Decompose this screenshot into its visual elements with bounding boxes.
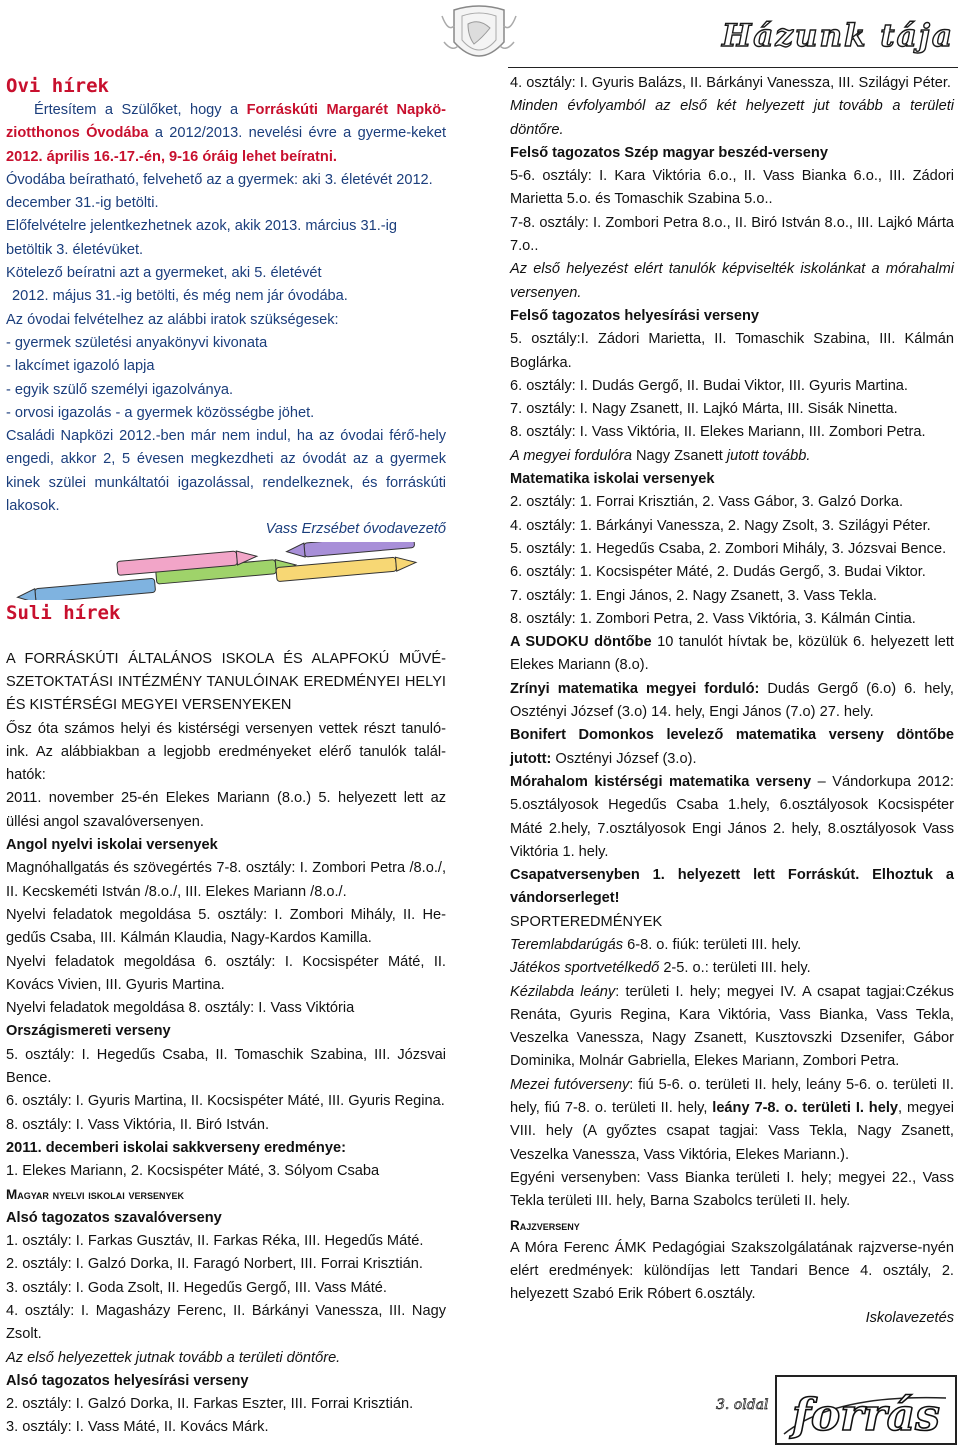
page-number: 3. oldal [716,1397,769,1413]
ovi-line-1: Óvodába beíratható, felvehető az a gyermek: aki 3. életévét 2012. december 31.-ig betölti. [6,171,433,212]
orszag-result: 8. osztály: I. Vass Viktória, II. Biró István. [6,1116,270,1133]
magyar-heading: Magyar nyelvi iskolai versenyek [6,1187,185,1203]
matek-result: 4. osztály: 1. Bárkányi Vanessza, 2. Nagy Zsolt, 3. Szilágyi Péter. [510,517,931,534]
sudoku-text: 10 tanulót hívtak be, közülük 6. helyezett lett Elekes Mariann (8.o). [510,634,954,674]
also-szavalo-result: 1. osztály: I. Farkas Gusztáv, II. Farkas Réka, III. Hegedűs Máté. [6,1233,424,1250]
suli-november: 2011. november 25-én Elekes Mariann (8.o.) 5. helyezett lett az üllési angol szavalóversenyen. [6,790,446,830]
felso-szep-result: 7-8. osztály: I. Zombori Petra 8.o., II. Biró István 8.o., III. Lajkó Márta 7.o.. [510,214,954,255]
angol-result: Nyelvi feladatok megoldása 6. osztály: I. Kocsispéter Máté, II. Kovács Vivien, III. Gyuris Martina. [6,953,446,993]
kezilabda-text: : területi I. hely; megyei IV. A csapat tagjai:Czékus Renáta, Gyuris Regina, Kara Viktória, Vass Bianka, Vass Tekla, Veszelka Vanessza, Nagy Zsanett, Kusztovszki Dzsenifer, Gábor Dominika, Molnár Gabriella, Elekes Mariann, Zombori Petra. [510,983,954,1070]
cont-result: 4. osztály: I. Gyuris Balázs, II. Bárkányi Vanessza, III. Szilágyi Péter. [510,75,951,91]
crayons-divider-icon [6,542,446,600]
mezei-text-1: : fiú 5-6. o. területi II. hely, leány 5-6. o. területi II. hely, fiú 7-8. o. területi II. hely, [510,1076,954,1117]
sport-label: Játékos sportvetélkedő [510,960,660,977]
ovi-line-3: Kötelező beíratni azt a gyermeket, aki 5. életévét [6,265,322,282]
mezei-label: Mezei futóverseny [510,1076,630,1093]
ovi-intro [6,99,446,169]
felso-helyes-result: 5. osztály:I. Zádori Marietta, II. Tomaschik Szabina, III. Kálmán Boglárka. [510,331,954,371]
zrinyi-result [510,678,954,725]
right-column [510,0,954,1330]
zrinyi-label: Zrínyi matematika megyei forduló: [510,680,760,697]
angol-result: Nyelvi feladatok megoldása 5. osztály: I. Zombori Mihály, II. He-gedűs Csaba, III. Kálmán Klaudia, Nagy-Kardos Kamilla. [6,906,446,947]
sport-result [510,957,954,980]
suli-intro: Ősz óta számos helyi és kistérségi versenyen vettek részt tanuló-ink. Az alábbiakban a legjobb eredményeket elérő tanulók talál-hatók: [6,720,446,784]
matek-result: 8. osztály: 1. Zombori Petra, 2. Vass Viktória, 3. Kálmán Cintia. [510,610,916,627]
orszag-heading: Országismereti verseny [6,1023,171,1040]
ovi-line-2: Előfelvételre jelentkezhetnek azok, akik 2013. március 31.-ig betöltik 3. életévüket. [6,218,397,258]
felso-szep-result: 5-6. osztály: I. Kara Viktória 6.o., II. Vass Bianka 6.o., III. Zádori Marietta 5.o. és Tomaschik Szabina 5.o.. [510,168,954,208]
rajz-result: A Móra Ferenc ÁMK Pedagógiai Szakszolgálatának rajzverse-nyén elért eredmények: különdíjas lett Tandari Bence 4. osztály, 2. helyezett Szabó Erik Róbert 6.osztály. [510,1239,954,1303]
sport-label: Teremlabdarúgás [510,936,624,953]
megyei-note-a: A megyei fordulóra [510,447,632,464]
matek-heading: Matematika iskolai versenyek [510,471,715,488]
felso-helyes-result: 6. osztály: I. Dudás Gergő, II. Budai Viktor, III. Gyuris Martina. [510,377,908,394]
matek-result: 5. osztály: 1. Hegedűs Csaba, 2. Zombori Mihály, 3. Józsvai Bence. [510,540,947,557]
angol-result: Nyelvi feladatok megoldása 8. osztály: I. Vass Viktória [6,1000,355,1017]
angol-heading: Angol nyelvi iskolai versenyek [6,837,218,854]
bonifert-result [510,724,954,771]
orszag-result: 6. osztály: I. Gyuris Martina, II. Kocsispéter Máté, III. Gyuris Regina. [6,1093,445,1110]
mezei-text-2: , megyei VIII. hely (A győztes csapat tagjai: Vass Tekla, Nagy Zsanett, Veszelka Vanessza, Vass Viktória, Elekes Mariann.). [510,1100,954,1163]
felso-helyes-heading: Felső tagozatos helyesírási verseny [510,307,760,324]
also-helyes-result: 2. osztály: I. Galzó Dorka, II. Farkas Eszter, III. Forrai Krisztián. [6,1396,414,1413]
ovi-doc-item: - lakcímet igazoló lapja [6,358,155,375]
sakk-heading: 2011. decemberi iskolai sakkverseny eredménye: [6,1139,346,1156]
also-helyes-heading: Alsó tagozatos helyesírási verseny [6,1372,249,1389]
ovi-napkozi: Családi Napközi 2012.-ben már nem indul, ha az óvodai férő-hely engedi, akkor 2, 5 évesen megkezdheti az óvodát az a gyermek kinek szülei munkáltatói igazolással, rendelkeznek, és forráskúti lakosok. [6,428,446,515]
felso-helyes-result: 7. osztály: I. Nagy Zsanett, II. Lajkó Márta, III. Sisák Ninetta. [510,401,898,418]
sakk-result: 1. Elekes Mariann, 2. Kocsispéter Máté, 3. Sólyom Csaba [6,1163,380,1180]
megyei-note-b: Nagy Zsanett [631,447,727,464]
felso-szep-note: Az első helyezést elért tanulók képviselték iskolánkat a mórahalmi versenyen. [510,261,954,301]
ovi-signature: Vass Erzsébet óvodavezető [265,521,446,538]
sudoku-label: A SUDOKU döntőbe [510,634,652,651]
zrinyi-text: Dudás Gergő (6.o) 6. hely, Osztényi József (3.o) 14. hely, Engi János (7.o) 27. hely. [510,680,954,721]
suli-title: A FORRÁSKÚTI ÁLTALÁNOS ISKOLA ÉS ALAPFOKÚ MŰVÉ-SZETOKTATÁSI INTÉZMÉNY TANULÓINAK EREDMÉNYEI HELYI ÉS KISTÉRSÉGI MEGYEI VERSENYEKEN [6,650,446,714]
ovi-dates: 2012. április 16.-17.-én, 9-16 óráig lehet beíratni. [6,148,337,165]
also-szavalo-result: 3. osztály: I. Goda Zsolt, II. Hegedűs Gergő, III. Vass Máté. [6,1279,387,1296]
logo-text: forrás [792,1390,940,1441]
also-szavalo-note: Az első helyezettek jutnak tovább a területi döntőre. [6,1349,341,1366]
matek-result: 6. osztály: 1. Kocsispéter Máté, 2. Dudás Gergő, 3. Budai Viktor. [510,564,926,581]
mezei-result [510,1074,954,1167]
section-title: Házunk tája [721,18,954,54]
also-szavalo-result: 4. osztály: I. Magasházy Ferenc, II. Bárkányi Vanessza, III. Nagy Zsolt. [6,1302,446,1343]
suli-heading: Suli hírek [6,601,121,624]
also-szavalo-result: 2. osztály: I. Galzó Dorka, II. Faragó Norbert, III. Forrai Krisztián. [6,1256,423,1273]
sport-text: 2-5. o.: területi III. hely. [659,960,811,977]
also-szavalo-heading: Alsó tagozatos szavalóverseny [6,1209,222,1226]
megyei-note [510,445,954,468]
morahalom-result [510,771,954,864]
kezilabda-result [510,981,954,1074]
matek-result: 2. osztály: 1. Forrai Krisztián, 2. Vass Gábor, 3. Galzó Dorka. [510,494,904,511]
matek-result: 7. osztály: 1. Engi János, 2. Nagy Zsanett, 3. Vass Tekla. [510,587,877,604]
ovi-doc-item: - gyermek születési anyakönyvi kivonata [6,334,268,351]
ovi-school-name: Forráskúti Margarét Napkö-ziotthonos Óvodába [6,102,446,142]
ovi-doc-item: - egyik szülő személyi igazolványa. [6,381,234,398]
ovi-heading: Ovi hírek [6,75,109,97]
sport-heading: SPORTEREDMÉNYEK [510,913,663,930]
right-signature: Iskolavezetés [865,1309,954,1326]
sport-text: 6-8. o. fiúk: területi III. hely. [623,936,802,953]
cont-note: Minden évfolyamból az első két helyezett jut tovább a területi döntőre. [510,98,954,138]
ovi-intro-text-2: a 2012/2013. nevelési évre a gyerme-keket [148,125,446,142]
bonifert-text: Osztényi József (3.o). [551,750,697,767]
sport-result [510,934,954,957]
felso-szep-heading: Felső tagozatos Szép magyar beszéd-verseny [510,144,828,161]
ovi-docs-intro: Az óvodai felvételhez az alábbi iratok szükségesek: [6,311,339,328]
forras-logo-icon [774,1374,958,1446]
ovi-line-4: 2012. május 31.-ig betölti, és még nem jár óvodába. [12,288,348,305]
ovi-intro-text-1: Értesítem a Szülőket, hogy a [34,102,247,118]
angol-result: Magnóhallgatás és szövegértés 7-8. osztály: I. Zombori Petra /8.o./, II. Kecskeméti István /8.o./, III. Elekes Mariann /8.o./. [6,860,446,900]
ovi-doc-item: - orvosi igazolás - a gyermek közösségbe jöhet. [6,404,315,421]
egyeni-result: Egyéni versenyben: Vass Bianka területi I. hely; megyei 22., Vass Tekla területi III. hely, Barna Szabolcs területi II. hely. [510,1169,954,1210]
morahalom-label: Mórahalom kistérségi matematika verseny [510,773,812,790]
also-helyes-result: 3. osztály: I. Vass Máté, II. Kovács Márk. [6,1419,269,1436]
csapat-result: Csapatversenyben 1. helyezett lett Forráskút. Elhoztuk a vándorserleget! [510,867,954,907]
kezilabda-label: Kézilabda leány [510,983,616,1000]
left-column [6,0,446,1440]
morahalom-text: – Vándorkupa 2012: 5.osztályosok Hegedűs Csaba 1.hely, 6.osztályosok Kocsispéter Máté 2.hely, 7.osztályosok Engi János 2. hely, 8.osztályosok Vass Viktória 1. hely. [510,773,954,860]
megyei-note-c: jutott tovább. [726,447,811,464]
rajz-heading: Rajzverseny [510,1217,580,1233]
bonifert-label: Bonifert Domonkos levelező matematika verseny döntőbe jutott: [510,727,954,767]
felso-helyes-result: 8. osztály: I. Vass Viktória, II. Elekes Mariann, III. Zombori Petra. [510,424,926,441]
sudoku-result [510,631,954,678]
orszag-result: 5. osztály: I. Hegedűs Csaba, II. Tomaschik Szabina, III. Józsvai Bence. [6,1046,446,1086]
mezei-bold: leány 7-8. o. területi I. hely [712,1100,899,1117]
